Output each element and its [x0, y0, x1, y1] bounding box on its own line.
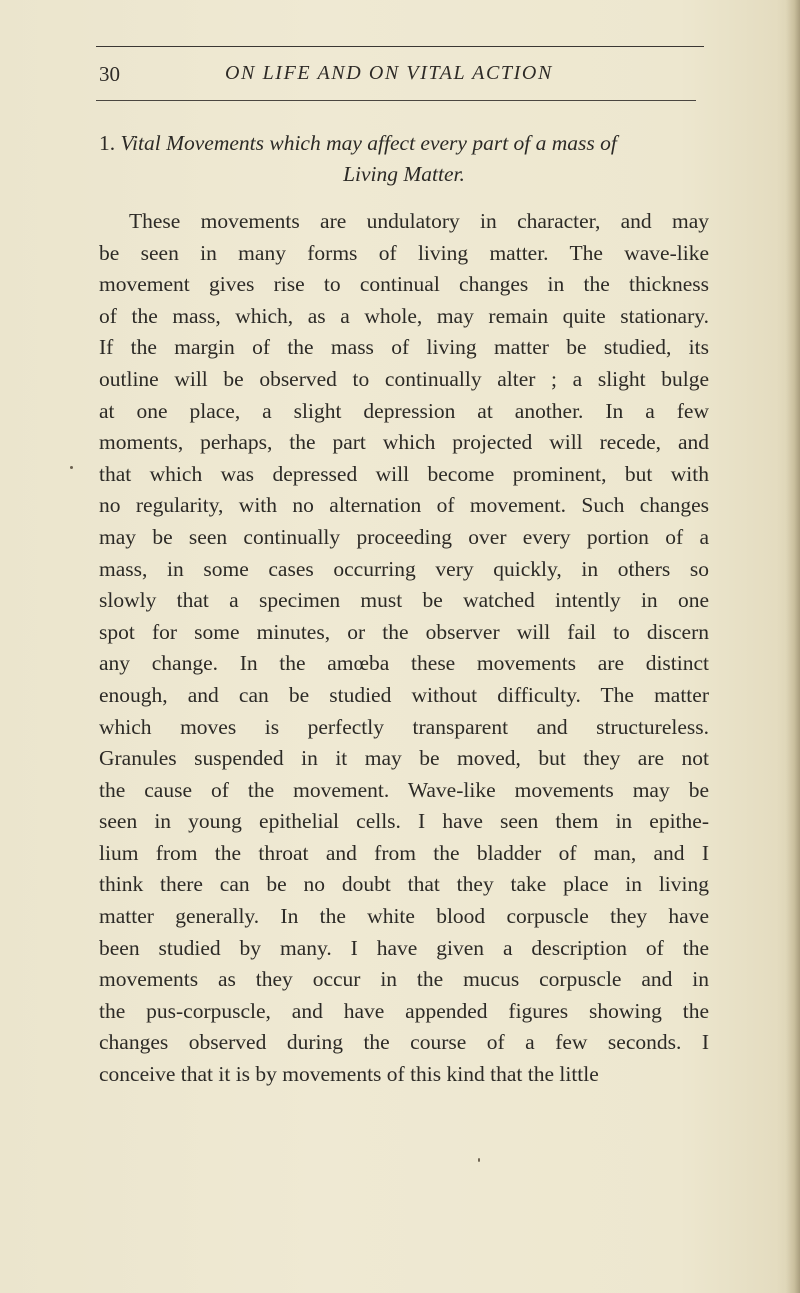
text-line: movements as they occur in the mucus corpuscle and in: [99, 967, 709, 992]
section-title-part-2: Living Matter.: [343, 162, 465, 186]
text-line: no regularity, with no alternation of movement. Such changes: [99, 493, 709, 518]
page-number: 30: [99, 62, 120, 86]
text-line: These movements are undulatory in character, and may: [129, 209, 709, 233]
running-head: ON LIFE AND ON VITAL ACTION: [225, 62, 553, 84]
text-line: outline will be observed to continually alter ; a slight bulge: [99, 366, 709, 391]
text-line: may be seen continually proceeding over every portion of a: [99, 524, 709, 549]
section-title-part-1: Vital Movements which may affect every part of a mass of: [120, 131, 617, 155]
text-line: that which was depressed will become prominent, but with: [99, 461, 709, 486]
text-line: at one place, a slight depression at another. In a few: [99, 398, 709, 423]
paper-speck: [478, 1158, 480, 1162]
text-line: of the mass, which, as a whole, may remain quite stationary.: [99, 303, 709, 328]
text-line: movement gives rise to continual changes in the thickness: [99, 272, 709, 297]
top-rule: [96, 46, 704, 47]
text-line: If the margin of the mass of living matter be studied, its: [99, 335, 709, 360]
page-header: [0, 62, 800, 92]
text-line: changes observed during the course of a few seconds. I: [99, 1030, 709, 1055]
text-line: lium from the throat and from the bladder of man, and I: [99, 840, 709, 865]
section-number: 1.: [99, 131, 116, 155]
text-line: conceive that it is by movements of this kind that the little: [99, 1062, 599, 1087]
body-paragraph: [99, 206, 709, 1091]
text-line: think there can be no doubt that they take place in living: [99, 872, 709, 897]
page-edge-shadow: [786, 0, 800, 1293]
section-heading-line-1: [99, 128, 709, 159]
text-line: the cause of the movement. Wave-like movements may be: [99, 777, 709, 802]
text-line: slowly that a specimen must be watched intently in one: [99, 588, 709, 613]
section-heading: [99, 128, 709, 190]
text-line: moments, perhaps, the part which projected will recede, and: [99, 430, 709, 455]
text-line: seen in young epithelial cells. I have seen them in epithe-: [99, 809, 709, 834]
text-line: Granules suspended in it may be moved, but they are not: [99, 746, 709, 771]
text-line: enough, and can be studied without difficulty. The matter: [99, 682, 709, 707]
text-line: which moves is perfectly transparent and structureless.: [99, 714, 709, 739]
text-line: matter generally. In the white blood corpuscle they have: [99, 904, 709, 929]
text-line: the pus-corpuscle, and have appended figures showing the: [99, 998, 709, 1023]
text-line: been studied by many. I have given a description of the: [99, 935, 709, 960]
text-line: mass, in some cases occurring very quickly, in others so: [99, 556, 709, 581]
text-line: spot for some minutes, or the observer will fail to discern: [99, 619, 709, 644]
paper-speck: [70, 466, 73, 469]
text-line: any change. In the amœba these movements are distinct: [99, 651, 709, 676]
text-line: be seen in many forms of living matter. The wave-like: [99, 240, 709, 265]
header-rule: [96, 100, 696, 101]
